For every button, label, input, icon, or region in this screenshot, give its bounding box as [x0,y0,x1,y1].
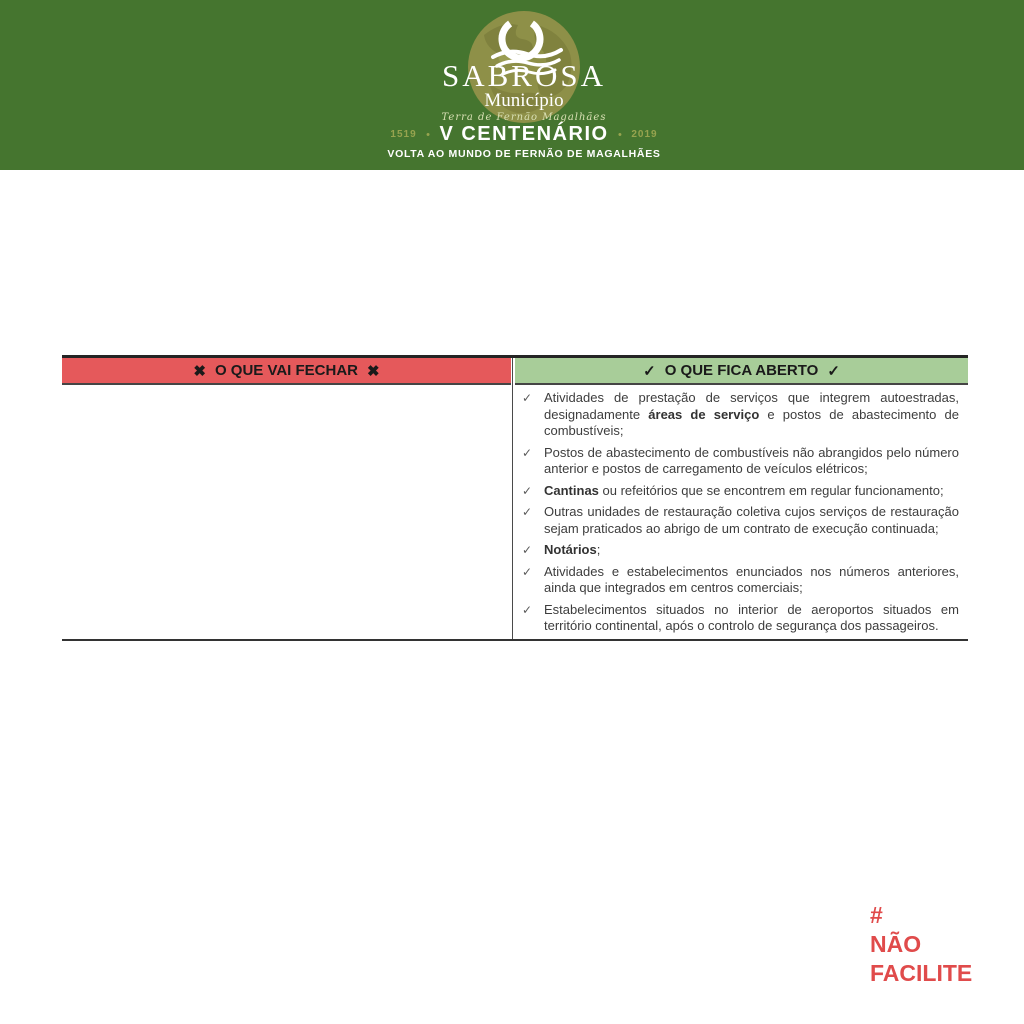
centenary-title: V CENTENÁRIO [439,123,609,145]
municipality-logo [0,0,1024,170]
check-icon: ✓ [522,391,533,405]
x-mark-icon: ✖ [367,362,380,380]
hashtag-symbol: # [870,902,883,928]
hashtag-line1: NÃO [870,931,922,957]
check-icon: ✓ [522,543,533,557]
check-icon: ✓ [522,483,533,498]
logo-title: SABROSA [442,58,606,93]
checklist-item-text: Cantinas ou refeitórios que se encontrem em regular funcionamento; [544,482,944,498]
open-column-title: O QUE FICA ABERTO [664,362,819,379]
centenary-year-start: 1519 [390,129,417,140]
logo-subtitle: Município [484,90,564,111]
open-column [515,358,968,639]
bullet-separator-icon: • [618,129,622,141]
centenary-year-end: 2019 [631,129,658,140]
checklist-item-text: Notários; [544,542,601,557]
centenary-subtitle: VOLTA AO MUNDO DE FERNÃO DE MAGALHÃES [387,148,661,160]
closed-column-body [62,385,511,634]
closed-column [62,358,511,639]
x-mark-icon: ✖ [193,362,206,380]
bullet-separator-icon: • [426,129,430,141]
checklist-item [522,390,959,440]
checklist-item-text: Atividades de prestação de serviços que integrem autoestradas, designadamente áreas de serviço e postos de abastecimento de combustíveis; [544,390,960,438]
nao-facilite-hashtag [870,901,972,988]
open-closed-table [62,355,968,641]
open-items-list [515,385,968,639]
checklist-item [522,564,959,597]
centenary-line [0,123,1024,146]
checklist-item [522,602,959,635]
check-icon: ✓ [827,362,840,380]
checklist-item [522,445,959,478]
checklist-item [522,542,959,559]
checklist-item [522,483,959,500]
checklist-item-text: Postos de abastecimento de combustíveis não abrangidos pelo número anterior e postos de carregamento de veículos elétricos; [544,444,959,476]
check-icon: ✓ [522,602,533,617]
closed-column-title: O QUE VAI FECHAR [214,362,359,379]
checklist-item [522,504,959,537]
closed-column-header [62,358,511,385]
checklist-item-text: Estabelecimentos situados no interior de aeroportos situados em território continental, após o controlo de segurança dos passageiros. [544,601,959,633]
open-column-header [515,358,968,385]
check-icon: ✓ [522,564,533,579]
logo-tagline: Terra de Fernão Magalhães [441,112,607,123]
header-banner [0,0,1024,170]
check-icon: ✓ [643,362,656,380]
checklist-item-text: Outras unidades de restauração coletiva cujos serviços de restauração sejam praticados ao abrigo de um contrato de execução continuada; [544,504,959,536]
checklist-item-text: Atividades e estabelecimentos enunciados nos números anteriores, ainda que integrados em centros comerciais; [544,563,959,595]
check-icon: ✓ [522,445,533,460]
hashtag-line2: FACILITE [870,960,973,986]
check-icon: ✓ [522,505,533,519]
